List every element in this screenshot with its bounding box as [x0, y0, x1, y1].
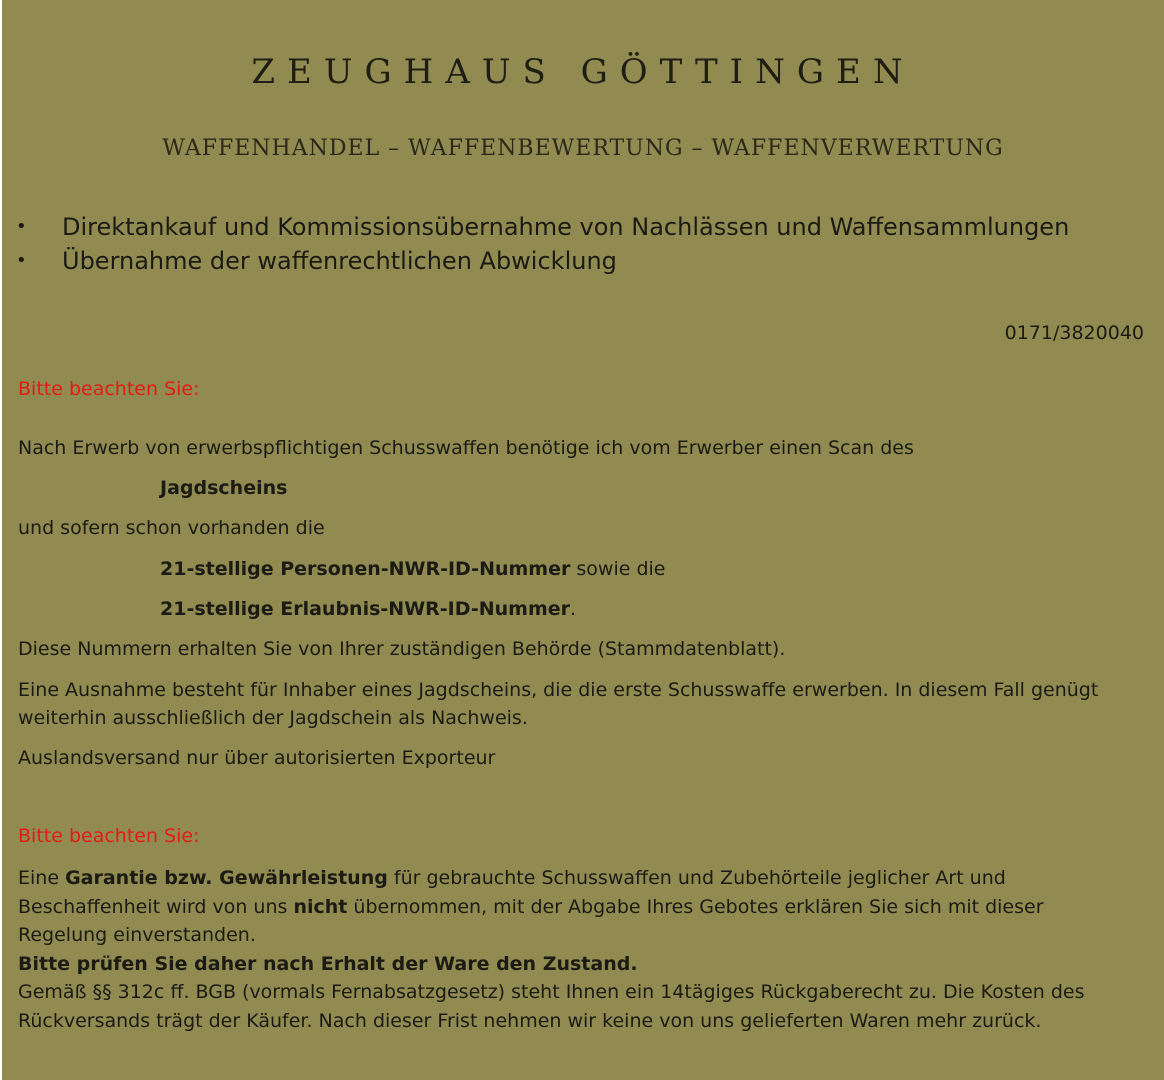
return-policy-text: Gemäß §§ 312c ff. BGB (vormals Fernabsatzgesetz) steht Ihnen ein 14tägiges Rückgaberecht zu. Die Kosten des Rückversands trägt der Käufer. Nach dieser Frist nehmen wir keine von uns gelieferten Waren mehr zurück.	[18, 981, 1085, 1032]
intro-text: Nach Erwerb von erwerbspflichtigen Schusswaffen benötige ich vom Erwerber einen Scan des	[18, 437, 914, 459]
warranty-text	[18, 864, 1132, 950]
list-item-text: Übernahme der waffenrechtlichen Abwicklung	[62, 247, 617, 275]
page	[2, 0, 1164, 1080]
services-list	[16, 210, 1069, 278]
requirement-permit-id	[160, 595, 1132, 623]
export-text: Auslandsversand nur über autorisierten Exporteur	[18, 747, 496, 769]
page-title: ZEUGHAUS GÖTTINGEN	[251, 52, 915, 92]
person-id-suffix: sowie die	[570, 558, 666, 580]
warranty-text-part: Eine	[18, 867, 66, 889]
authority-text: Diese Nummern erhalten Sie von Ihrer zuständigen Behörde (Stammdatenblatt).	[18, 638, 786, 660]
requirement-jagdschein: Jagdscheins	[160, 477, 288, 499]
phone-number: 0171/3820040	[1004, 322, 1144, 344]
inspection-notice: Bitte prüfen Sie daher nach Erhalt der Ware den Zustand.	[18, 952, 638, 975]
page-subtitle: WAFFENHANDEL – WAFFENBEWERTUNG – WAFFENVERWERTUNG	[162, 136, 1004, 161]
middle-text: und sofern schon vorhanden die	[18, 517, 325, 539]
requirement-person-id	[160, 555, 1132, 583]
permit-id-suffix: .	[570, 598, 577, 620]
list-item	[16, 244, 1069, 278]
bullet-icon: •	[16, 216, 27, 237]
permit-id-label: 21-stellige Erlaubnis-NWR-ID-Nummer	[160, 598, 571, 620]
list-item-text: Direktankauf und Kommissionsübernahme von Nachlässen und Waffensammlungen	[62, 213, 1070, 241]
bullet-icon: •	[16, 250, 27, 271]
exception-text: Eine Ausnahme besteht für Inhaber eines Jagdscheins, die die erste Schusswaffe erwerben. In diesem Fall genügt weiterhin ausschließlich der Jagdschein als Nachweis.	[18, 679, 1099, 729]
notice-heading: Bitte beachten Sie:	[18, 378, 200, 400]
notice-heading: Bitte beachten Sie:	[18, 825, 200, 847]
warranty-text-part: übernommen, mit der Abgabe Ihres Gebotes erklären Sie sich mit dieser Regelung einverstanden.	[18, 895, 1044, 946]
warranty-negation: nicht	[293, 895, 348, 918]
person-id-label: 21-stellige Personen-NWR-ID-Nummer	[160, 558, 571, 580]
warranty-block	[18, 864, 1132, 1035]
warranty-label: Garantie bzw. Gewährleistung	[65, 867, 388, 889]
warranty-text-part: für gebrauchte Schusswaffen und Zubehörteile jeglicher Art und Beschaffenheit wird von uns	[18, 867, 1006, 918]
list-item	[16, 210, 1069, 244]
